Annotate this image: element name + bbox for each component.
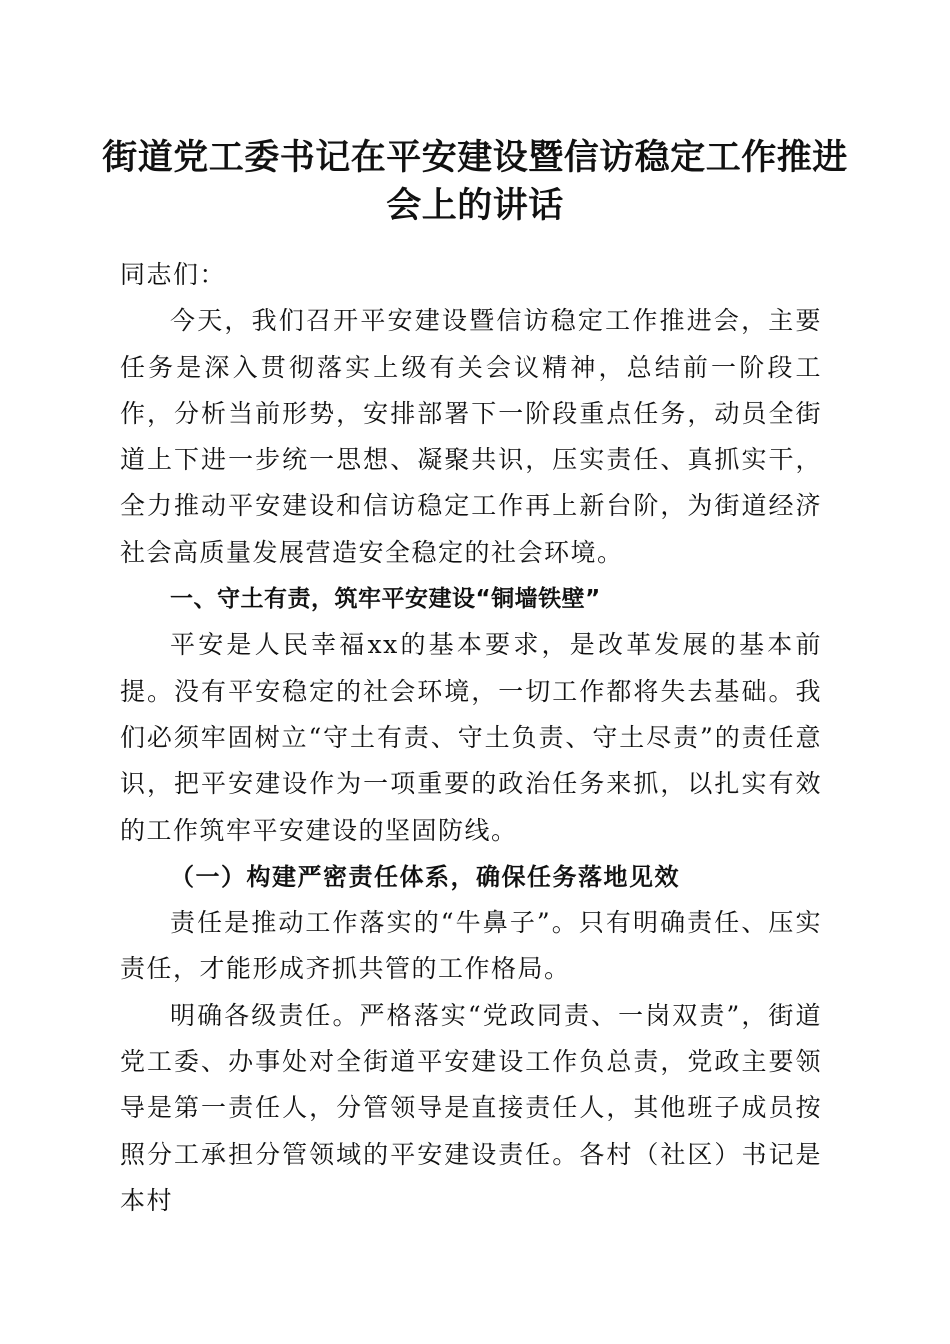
- paragraph-clarify-duties: 明确各级责任。严格落实“党政同责、一岗双责”，街道党工委、办事处对全街道平安建设工作负总责，党政主要领导是第一责任人，分管领导是直接责任人，其他班子成员按照分工承担分管领域的平安建设责任。各村（社区）书记是本村: [120, 1000, 822, 1215]
- document-title: 街道党工委书记在平安建设暨信访稳定工作推进会上的讲话: [102, 137, 848, 226]
- subsection-heading-1: （一）构建严密责任体系，确保任务落地见效: [170, 861, 680, 891]
- paragraph-responsibility: 责任是推动工作落实的“牛鼻子”。只有明确责任、压实责任，才能形成齐抓共管的工作格局。: [120, 908, 822, 984]
- paragraph-safety: 平安是人民幸福xx的基本要求，是改革发展的基本前提。没有平安稳定的社会环境，一切工作都将失去基础。我们必须牢固树立“守土有责、守土负责、守土尽责”的责任意识，把平安建设作为一项重要的政治任务来抓，以扎实有效的工作筑牢平安建设的坚固防线。: [120, 630, 822, 845]
- salutation: 同志们：: [120, 260, 227, 289]
- paragraph-intro: 今天，我们召开平安建设暨信访稳定工作推进会，主要任务是深入贯彻落实上级有关会议精神，总结前一阶段工作，分析当前形势，安排部署下一阶段重点任务，动员全街道上下进一步统一思想、凝聚共识，压实责任、真抓实干，全力推动平安建设和信访稳定工作再上新台阶，为街道经济社会高质量发展营造安全稳定的社会环境。: [120, 306, 822, 567]
- document-body: [120, 252, 822, 1224]
- section-heading-1: 一、守土有责，筑牢平安建设“铜墙铁壁”: [170, 586, 601, 613]
